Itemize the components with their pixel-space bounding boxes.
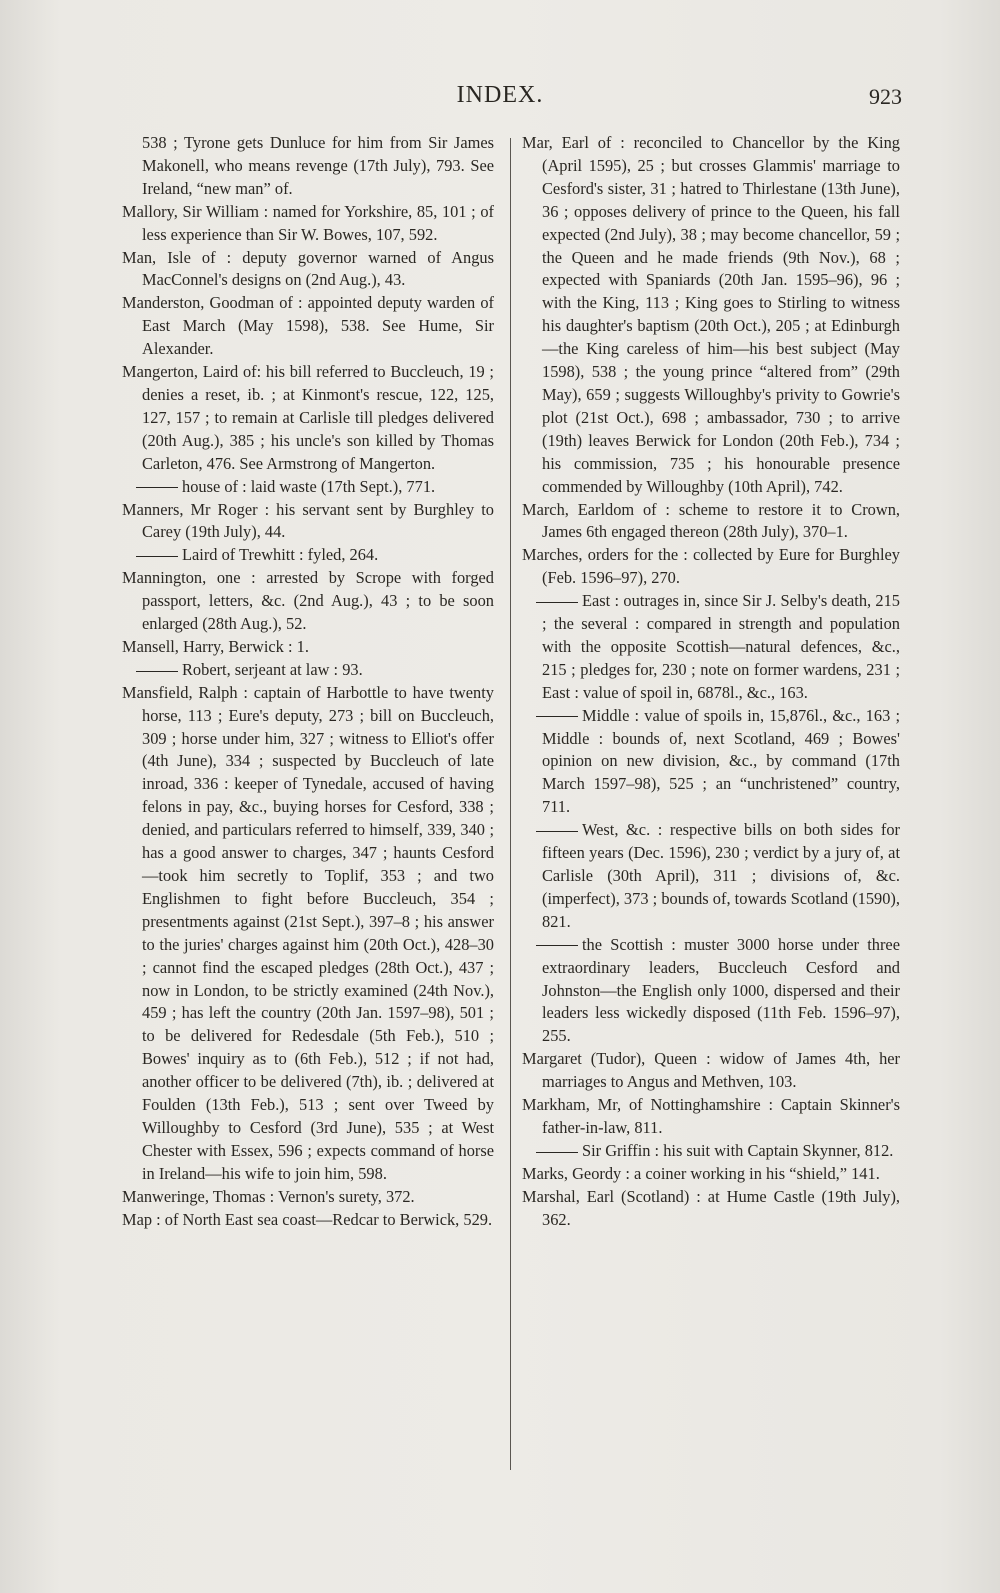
entry-text: laid waste (17th Sept.), 771. [246,476,436,496]
index-subentry [522,1140,900,1163]
entry-text: 1. [292,636,309,656]
index-entry [522,1186,900,1232]
entry-heading: Sir Griffin : [582,1140,660,1160]
index-entry [122,292,494,361]
index-entry [522,1094,900,1140]
entry-text: named for Yorkshire, 85, 101 ; of less experience than Sir W. Bowes, 107, 592. [142,201,494,244]
index-entry [122,499,494,545]
entry-text: appointed deputy warden of East March (May 1598), 538. See Hume, Sir Alexander. [142,293,494,359]
entry-heading: Marks, Geordy : [522,1163,630,1183]
entry-text: 93. [338,659,363,679]
index-entry [122,1186,494,1209]
index-entry [122,636,494,659]
running-title: INDEX. [456,82,544,108]
index-entry [122,247,494,293]
entry-heading: Mangerton, Laird of: [122,362,262,382]
entry-text: widow of James 4th, her marriages to Angus and Methven, 103. [542,1049,900,1092]
entry-heading: Mallory, Sir William : [122,201,269,221]
entry-text: reconciled to Chancellor by the King (April 1595), 25 ; but crosses Glammis' marriage to Cesford's sister, 31 ; hatred to Thirlestane (13th June), 36 ; opposes delivery of prince to the Queen, his fall expected (2nd July), 38 ; may become chancellor, 59 ; the Queen and he made friends (9th Nov.), 68 ; expected with Spaniards (20th Jan. 1595–96), 96 ; with the King, 113 ; King goes to Stirling to witness his daughter's baptism (20th Oct.), 205 ; at Edinburgh—the King careless of him—his best subject (May 1598), 538 ; the young prince “altered from” (29th May), 659 ; suggests Willoughby's privity to Gowrie's plot (21st Oct.), 698 ; ambassador, 730 ; to arrive (19th) leaves Berwick for London (20th Feb.), 734 ; his commission, 735 ; his honourable presence commended by Willoughby (10th April), 742. [542,133,900,496]
repeat-dash [536,1152,578,1153]
index-entry [522,499,900,545]
entry-heading: Middle : [582,705,640,725]
left-index-column [122,132,494,1232]
entry-heading: Map : [122,1209,161,1229]
entry-heading: Laird of Trewhitt : [182,545,304,565]
right-index-column [522,132,900,1232]
entry-text: Vernon's surety, 372. [274,1186,415,1206]
entry-heading: March, Earldom of : [522,499,670,519]
entry-text: at Hume Castle (19th July), 362. [542,1186,900,1229]
repeat-dash [536,716,578,717]
index-subentry [522,705,900,820]
entry-heading: Robert, serjeant at law : [182,659,339,679]
entry-text: captain of Harbottle to have twenty horse, 113 ; Eure's deputy, 273 ; bill on Buccleuch, 309 ; horse under him, 327 ; witness to Elliot's offer (4th June), 334 ; suspected by Buccleuch of late inroad, 336 : keeper of Tynedale, accused of having felons in pay, &c., buying horses for Cesford, 338 ; denied, and particulars referred to himself, 339, 340 ; has a good answer to charges, 347 ; haunts Cesford—took him secretly to Toplif, 353 ; and two Englishmen to fight before Buccleuch, 354 ; presentments against (21st Sept.), 397–8 ; his answer to the juries' charges against him (20th Oct.), 428–30 ; cannot find the escaped pledges (28th Oct.), 437 ; now in London, to be strictly examined (24th Nov.), 459 ; has left the country (20th Jan. 1597–98), 501 ; to be delivered for Redesdale (5th Feb.), 510 ; Bowes' inquiry as to (6th Feb.), 512 ; if not had, another officer to be delivered (7th), ib. ; delivered at Foulden (13th Feb.), 513 ; sent over Tweed by Willoughby to Cesford (3rd June), 535 ; at West Chester with Essex, 596 ; expects command of horse in Ireland—his wife to join him, 598. [142,682,494,1183]
entry-heading: Manners, Mr Roger : [122,499,270,519]
entry-heading: Manweringe, Thomas : [122,1186,275,1206]
index-subentry [122,476,494,499]
index-subentry [522,590,900,705]
entry-heading: Markham, Mr, of Nottinghamshire : [522,1095,774,1115]
repeat-dash [536,831,578,832]
entry-heading: Mansfield, Ralph : [122,682,248,702]
repeat-dash [536,945,578,946]
entry-text: fyled, 264. [303,545,379,565]
entry-heading: West, &c. : [582,820,663,840]
index-entry [122,132,494,201]
index-entry [122,567,494,636]
entry-text: Captain Skinner's father-in-law, 811. [542,1095,900,1137]
index-entry [522,544,900,590]
entry-heading: Manderston, Goodman of : [122,293,303,313]
column-divider [510,138,511,1470]
entry-heading: Marches, orders for the : [522,545,688,565]
entry-heading: house of : [182,476,247,496]
entry-text: muster 3000 horse under three extraordinary leaders, Buccleuch Cesford and Johnston—the English only 1000, dispersed and their leaders less wickedly disposed (11th Feb. 1596–97), 255. [542,934,900,1046]
entry-text: outrages in, since Sir J. Selby's death, 215 ; the several : compared in strength and population with the opposite Scottish—natural defences, &c., 215 ; pledges for, 230 ; note on former wardens, 231 ; East : value of spoil in, 6878l., &c., 163. [542,591,900,702]
index-entry [522,132,900,499]
entry-text: collected by Eure for Burghley (Feb. 1596–97), 270. [542,545,900,588]
entry-text: value of spoils in, 15,876l., &c., 163 ; Middle : bounds of, next Scotland, 469 ; Bowes' opinion on new division, &c., by command (17th March 1597–98), 525 ; an “unchristened” country, 711. [542,705,901,817]
index-entry [122,1209,494,1232]
repeat-dash [136,671,178,672]
index-entry [122,361,494,476]
entry-heading: Mannington, one : [122,568,256,588]
repeat-dash [536,602,578,603]
entry-heading: Margaret (Tudor), Queen : [522,1049,711,1069]
index-subentry [522,934,900,1049]
page-number: 923 [869,84,902,109]
entry-text: deputy governor warned of Angus MacConnel's designs on (2nd Aug.), 43. [142,247,494,290]
index-entry [522,1048,900,1094]
entry-heading: Mar, Earl of : [522,133,625,152]
entry-heading: Man, Isle of : [122,247,232,267]
entry-text: his suit with Captain Skynner, 812. [659,1140,894,1160]
entry-heading: the Scottish : [582,934,676,954]
entry-text: his servant sent by Burghley to Carey (19th July), 44. [142,499,494,542]
index-subentry [522,819,900,934]
index-entry [122,201,494,247]
entry-text: arrested by Scrope with forged passport, letters, &c. (2nd Aug.), 43 ; to be soon enlarged (28th Aug.), 52. [142,568,494,634]
index-subentry [122,544,494,567]
index-entry [522,1163,900,1186]
entry-heading: East : [582,591,620,611]
entry-text: respective bills on both sides for fifteen years (Dec. 1596), 230 ; verdict by a jury of, at Carlisle (30th April), 311 ; divisions of, &c. (imperfect), 373 ; bounds of, towards Scotland (1590), 821. [542,820,900,931]
entry-text: of North East sea coast—Redcar to Berwick, 529. [160,1209,493,1229]
repeat-dash [136,487,178,488]
entry-heading: Mansell, Harry, Berwick : [122,636,293,656]
entry-heading: Marshal, Earl (Scotland) : [522,1186,701,1206]
entry-text: a coiner working in his “shield,” 141. [629,1163,880,1183]
entry-text: his bill referred to Buccleuch, 19 ; denies a reset, ib. ; at Kinmont's rescue, 122, 125, 127, 157 ; to remain at Carlisle till pledges delivered (20th Aug.), 385 ; his uncle's son killed by Thomas Carleton, 476. See Armstrong of Mangerton. [142,362,494,473]
entry-text: 538 ; Tyrone gets Dunluce for him from Sir James Makonell, who means revenge (17th July), 793. See Ireland, “new man” of. [142,133,494,198]
index-subentry [122,659,494,682]
index-entry [122,682,494,1186]
entry-text: scheme to restore it to Crown, James 6th engaged thereon (28th July), 370–1. [542,499,900,542]
repeat-dash [136,556,178,557]
